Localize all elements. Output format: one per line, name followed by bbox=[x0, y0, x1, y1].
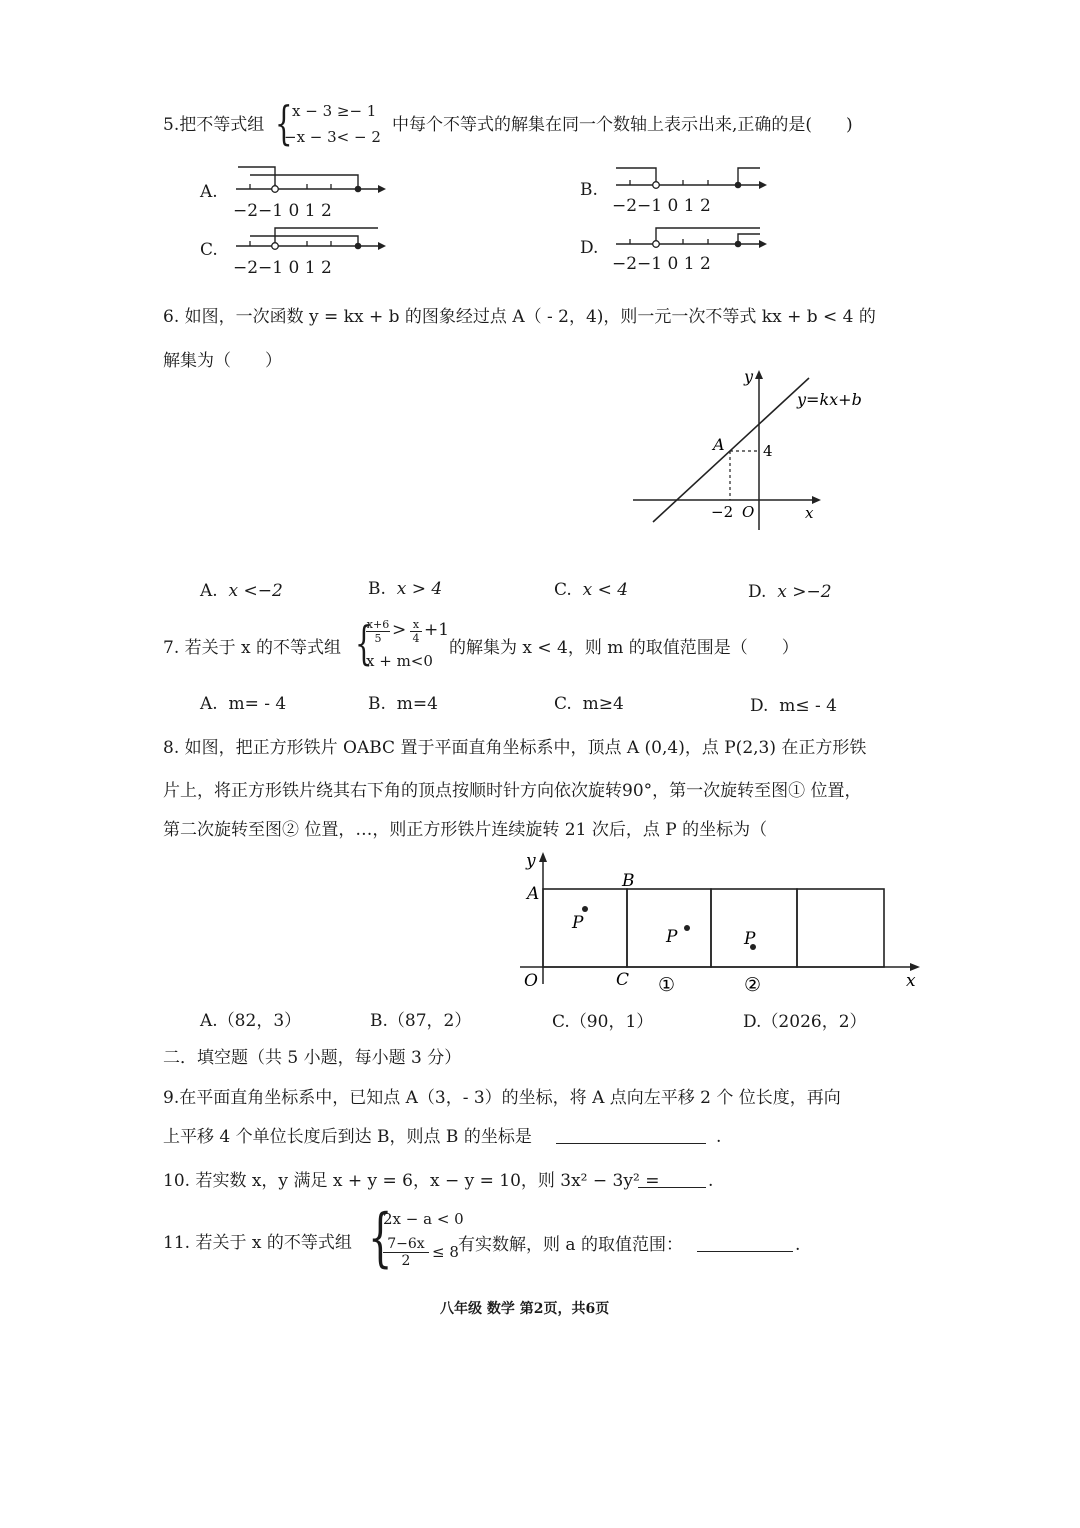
q6-line-2: 解集为（ ） bbox=[163, 351, 282, 371]
q6-option-a[interactable] bbox=[200, 583, 283, 600]
q5-brace: { bbox=[275, 96, 293, 150]
q7-option-c-text: m≥4 bbox=[582, 694, 624, 714]
q5-option-d-numberline bbox=[610, 218, 775, 258]
q6-option-b-label: B. bbox=[368, 579, 386, 599]
q8-mark-2: ② bbox=[744, 974, 762, 996]
q7-option-b-label: B. bbox=[368, 694, 386, 714]
page-footer: 八年级 数学 第2页，共6页 bbox=[440, 1301, 610, 1317]
q6-option-c[interactable] bbox=[554, 582, 628, 599]
q11-brace: { bbox=[368, 1201, 393, 1275]
q7-prefix: 7. 若关于 x 的不等式组 bbox=[163, 638, 342, 658]
q7-frac-2 bbox=[410, 618, 422, 645]
q8-p-label-3: P bbox=[744, 929, 756, 949]
q7-option-d[interactable] bbox=[750, 698, 837, 715]
q7-option-d-label: D. bbox=[750, 696, 769, 716]
q9-end: . bbox=[716, 1127, 722, 1147]
q6-option-b[interactable] bbox=[368, 581, 442, 598]
q8-p-label-1: P bbox=[572, 913, 584, 933]
q5-suffix: 中每个不等式的解集在同一个数轴上表示出来,正确的是( ) bbox=[392, 115, 853, 135]
q10-end: . bbox=[708, 1171, 714, 1191]
q7-option-c[interactable] bbox=[554, 696, 624, 713]
q10-text: 10. 若实数 x，y 满足 x + y = 6，x − y = 10，则 3x² − 3y² = bbox=[163, 1171, 660, 1191]
q8-c-label: C bbox=[616, 970, 630, 990]
q6-line-1: 6. 如图，一次函数 y = kx + b 的图象经过点 A（ - 2，4)，则一元一次不等式 kx + b < 4 的 bbox=[163, 307, 876, 327]
q6-option-d[interactable] bbox=[748, 584, 832, 601]
q7-frac-1 bbox=[366, 618, 390, 645]
q5-option-b-numberline bbox=[610, 160, 775, 200]
q6-tick-4: 4 bbox=[763, 442, 773, 460]
q11-prefix: 11. 若关于 x 的不等式组 bbox=[163, 1233, 352, 1253]
q7-frac-1-num: x+6 bbox=[366, 618, 390, 631]
q10-answer-blank[interactable] bbox=[638, 1173, 706, 1188]
q8-line-2: 片上，将正方形铁片绕其右下角的顶点按顺时针方向依次旋转90°，第一次旋转至图① 位置， bbox=[163, 781, 862, 801]
q6-option-a-label: A. bbox=[200, 581, 218, 601]
q8-option-a-text: （82，3） bbox=[217, 1011, 302, 1031]
q5-option-d-label[interactable]: D. bbox=[580, 238, 599, 258]
q7-gt: > bbox=[392, 620, 407, 640]
q6-origin-label: O bbox=[742, 503, 755, 521]
q8-o-label: O bbox=[524, 971, 538, 991]
q8-option-d[interactable] bbox=[743, 1014, 867, 1031]
q11-frac-den: 2 bbox=[401, 1253, 411, 1269]
q6-option-c-text: x < 4 bbox=[582, 580, 629, 600]
q6-y-label: y bbox=[744, 367, 754, 386]
q5-prefix: 5.把不等式组 bbox=[163, 115, 265, 135]
q5-ineq-1: x − 3 ≥− 1 bbox=[292, 102, 377, 120]
q8-option-b-text: （87，2） bbox=[387, 1011, 472, 1031]
q6-option-d-label: D. bbox=[748, 582, 767, 602]
q11-suffix: 有实数解，则 a 的取值范围： bbox=[458, 1235, 683, 1255]
q8-option-a[interactable] bbox=[200, 1013, 301, 1030]
q6-x-label: x bbox=[805, 504, 814, 522]
q6-point-a-label: A bbox=[713, 435, 725, 454]
q8-square-2 bbox=[711, 889, 797, 967]
q7-line-2: x + m<0 bbox=[366, 652, 433, 670]
q8-p-label-2: P bbox=[666, 927, 678, 947]
q7-option-b-text: m=4 bbox=[396, 694, 438, 714]
q11-frac bbox=[383, 1236, 429, 1269]
q8-x-label: x bbox=[906, 971, 916, 991]
q8-option-c-text: （90，1） bbox=[569, 1012, 654, 1032]
q7-plus-one: +1 bbox=[424, 620, 450, 640]
q5-option-b-ticks: −2−1 0 1 2 bbox=[612, 196, 711, 216]
q8-line-1: 8. 如图，把正方形铁片 OABC 置于平面直角坐标系中，顶点 A (0,4)，点 P(2,3) 在正方形铁 bbox=[163, 738, 867, 758]
q5-option-a-label[interactable]: A. bbox=[200, 182, 218, 202]
q9-line-2: 上平移 4 个单位长度后到达 B，则点 B 的坐标是 bbox=[163, 1127, 532, 1147]
q5-option-b-label[interactable]: B. bbox=[580, 180, 598, 200]
q8-option-c-label: C. bbox=[552, 1012, 570, 1032]
q7-frac-2-num: x bbox=[410, 618, 422, 632]
q8-line-3: 第二次旋转至图② 位置，…，则正方形铁片连续旋转 21 次后，点 P 的坐标为（ bbox=[163, 820, 768, 840]
q5-option-d-ticks: −2−1 0 1 2 bbox=[612, 254, 711, 274]
q9-answer-blank[interactable] bbox=[556, 1129, 706, 1144]
q5-option-c-ticks: −2−1 0 1 2 bbox=[233, 258, 332, 278]
q7-option-d-text: m≤ - 4 bbox=[779, 696, 837, 716]
q6-option-c-label: C. bbox=[554, 580, 572, 600]
q6-option-a-text: x <−2 bbox=[228, 581, 283, 601]
q8-option-a-label: A. bbox=[200, 1011, 218, 1031]
q8-square-original bbox=[543, 889, 627, 967]
q11-le: ≤ 8 bbox=[432, 1243, 459, 1261]
q9-line-1: 9.在平面直角坐标系中，已知点 A（3，- 3）的坐标，将 A 点向左平移 2 个 位长度，再向 bbox=[163, 1088, 841, 1108]
q7-suffix: 的解集为 x < 4，则 m 的取值范围是（ ） bbox=[449, 638, 799, 658]
q8-option-d-label: D. bbox=[743, 1012, 762, 1032]
q7-option-a-text: m= - 4 bbox=[228, 694, 287, 714]
q6-option-b-text: x > 4 bbox=[396, 579, 443, 599]
q6-option-d-text: x >−2 bbox=[777, 582, 832, 602]
q11-frac-num: 7−6x bbox=[383, 1236, 429, 1253]
q5-option-c-label[interactable]: C. bbox=[200, 240, 218, 260]
q8-a-label: A bbox=[527, 884, 540, 904]
q11-end: . bbox=[795, 1235, 801, 1255]
q8-y-label: y bbox=[526, 851, 536, 871]
q8-option-d-text: （2026，2） bbox=[761, 1012, 867, 1032]
q7-option-c-label: C. bbox=[554, 694, 572, 714]
q8-option-b[interactable] bbox=[370, 1013, 471, 1030]
q8-option-b-label: B. bbox=[370, 1011, 388, 1031]
q5-ineq-2: −x − 3< − 2 bbox=[284, 128, 381, 146]
q7-frac-1-den: 5 bbox=[374, 632, 382, 645]
q6-graph bbox=[625, 362, 895, 537]
q11-answer-blank[interactable] bbox=[697, 1237, 793, 1252]
q7-option-b[interactable] bbox=[368, 696, 438, 713]
q7-brace: { bbox=[355, 616, 373, 670]
q6-tick-neg2: −2 bbox=[711, 503, 734, 521]
q7-option-a[interactable] bbox=[200, 696, 286, 713]
q6-line-label: y=kx+b bbox=[797, 390, 862, 409]
q5-option-a-numberline bbox=[228, 162, 393, 202]
q8-mark-1: ① bbox=[658, 974, 676, 996]
q5-option-c-numberline bbox=[228, 220, 393, 260]
q8-b-label: B bbox=[622, 871, 635, 891]
q8-option-c[interactable] bbox=[552, 1014, 653, 1031]
q8-square-3 bbox=[797, 889, 884, 967]
q7-option-a-label: A. bbox=[200, 694, 218, 714]
q5-option-a-ticks: −2−1 0 1 2 bbox=[233, 201, 332, 221]
q7-frac-2-den: 4 bbox=[412, 632, 420, 645]
q11-line-1: 2x − a < 0 bbox=[383, 1210, 464, 1228]
q8-figure bbox=[510, 846, 930, 996]
section-2-heading: 二．填空题（共 5 小题，每小题 3 分） bbox=[163, 1048, 462, 1068]
